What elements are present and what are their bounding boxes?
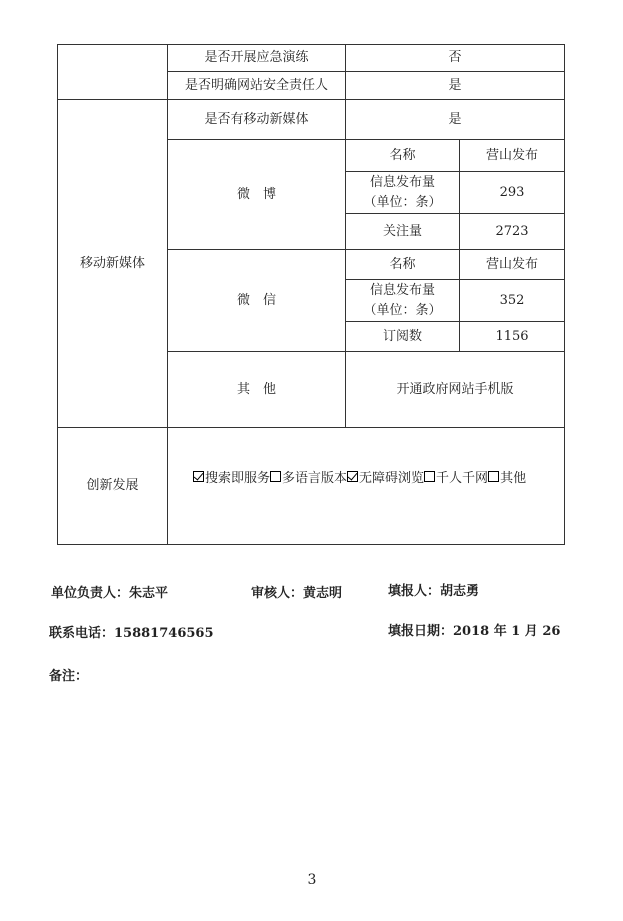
checkbox-other[interactable] (488, 471, 499, 482)
checkbox-multilingual[interactable] (270, 471, 281, 482)
other-label: 其 他 (167, 351, 346, 428)
checkbox-accessible-browsing[interactable] (347, 471, 358, 482)
option-other[interactable]: 其他 (488, 467, 526, 486)
responsible-value: 是 (345, 71, 565, 100)
weibo-name-label: 名称 (345, 139, 460, 172)
unit-head: 单位负责人：朱志平 (51, 586, 169, 601)
mobile-section-label: 移动新媒体 (57, 99, 168, 428)
weixin-name-value: 营山发布 (459, 249, 565, 280)
blank-left-cell (57, 44, 168, 100)
weixin-label: 微 信 (167, 249, 346, 352)
option-personalized-web[interactable]: 千人千网 (424, 467, 488, 486)
weibo-name-value: 营山发布 (459, 139, 565, 172)
contact-phone: 联系电话：15881746565 (49, 626, 214, 641)
innovation-options (193, 466, 526, 486)
checkbox-search-service[interactable] (193, 471, 204, 482)
drill-value: 否 (345, 44, 565, 72)
weixin-name-label: 名称 (345, 249, 460, 280)
reporter: 填报人：胡志勇 (388, 584, 480, 599)
weixin-subscribers-label: 订阅数 (345, 321, 460, 352)
weibo-publish-value: 293 (459, 171, 565, 214)
innovation-options-cell (167, 427, 565, 545)
responsible-label: 是否明确网站安全责任人 (167, 71, 346, 100)
weibo-label: 微 博 (167, 139, 346, 250)
has-mobile-value: 是 (345, 99, 565, 140)
weixin-publish-value: 352 (459, 279, 565, 322)
weixin-subscribers-value: 1156 (459, 321, 565, 352)
drill-label: 是否开展应急演练 (167, 44, 346, 72)
reviewer: 审核人：黄志明 (251, 586, 343, 601)
has-mobile-label: 是否有移动新媒体 (167, 99, 346, 140)
checkbox-personalized-web[interactable] (424, 471, 435, 482)
innovation-section-label: 创新发展 (57, 427, 168, 545)
weibo-followers-value: 2723 (459, 213, 565, 250)
remarks: 备注： (49, 669, 89, 684)
weibo-followers-label: 关注量 (345, 213, 460, 250)
option-accessible-browsing[interactable]: 无障碍浏览 (347, 467, 424, 486)
option-search-service[interactable]: 搜索即服务 (193, 467, 270, 486)
report-date: 填报日期：2018 年 1 月 26 (388, 624, 561, 639)
option-multilingual[interactable]: 多语言版本 (270, 467, 347, 486)
page-number: 3 (307, 872, 317, 888)
weibo-publish-label: 信息发布量 （单位：条） (345, 171, 460, 214)
other-value: 开通政府网站手机版 (345, 351, 565, 428)
weixin-publish-label: 信息发布量 （单位：条） (345, 279, 460, 322)
